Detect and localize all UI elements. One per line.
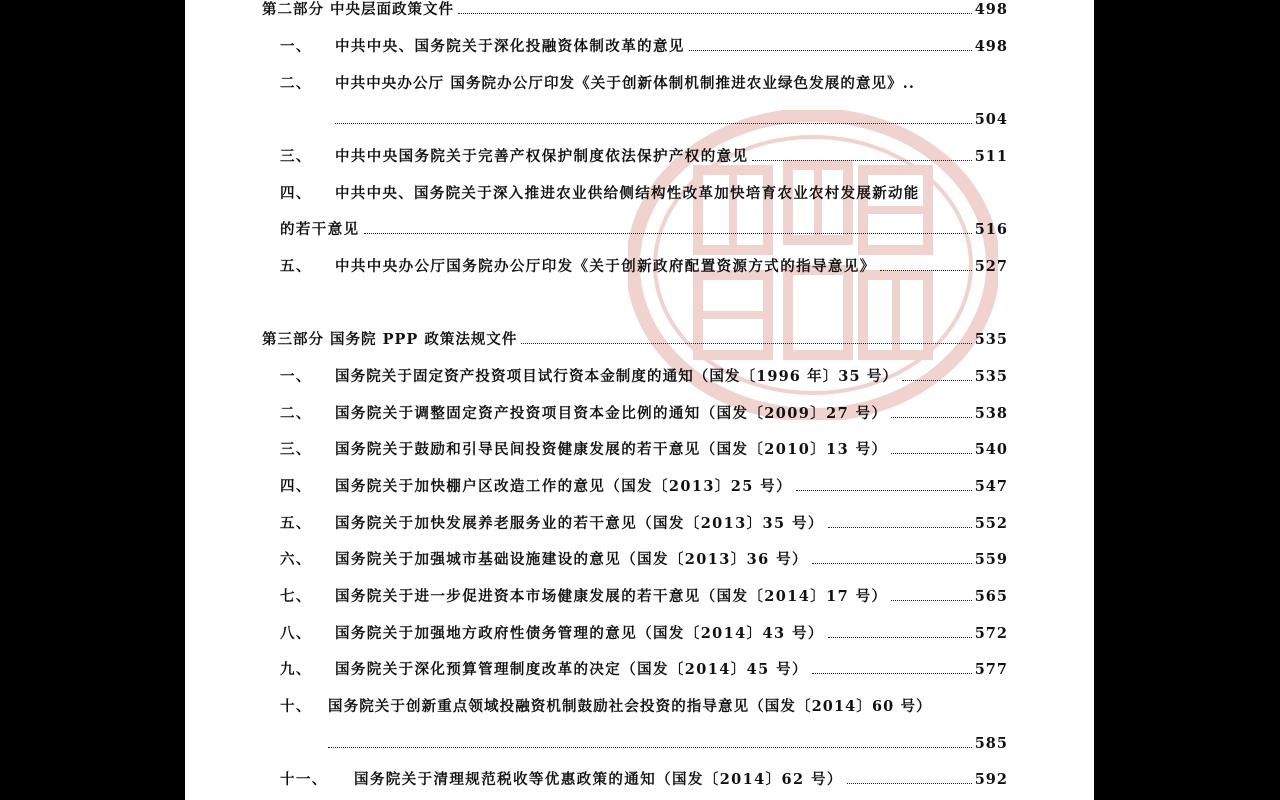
page-number: 511 bbox=[974, 148, 1008, 165]
dot-leader bbox=[689, 49, 972, 51]
entry-title: 国务院关于加强城市基础设施建设的意见（国发〔2013〕36 号） bbox=[335, 551, 808, 568]
page-number: 565 bbox=[974, 588, 1008, 605]
toc-entry[interactable] bbox=[280, 403, 1008, 425]
page-number: 540 bbox=[974, 441, 1008, 458]
entry-number: 八、 bbox=[280, 625, 312, 642]
page-number: 547 bbox=[974, 478, 1008, 495]
dot-leader bbox=[828, 526, 972, 528]
dot-leader bbox=[364, 232, 972, 234]
dot-leader bbox=[521, 342, 971, 344]
page-number: 577 bbox=[974, 661, 1008, 678]
entry-number: 四、 bbox=[280, 478, 312, 495]
toc-entry[interactable] bbox=[280, 439, 1008, 461]
entry-number: 三、 bbox=[280, 441, 312, 458]
toc-entry-continuation[interactable] bbox=[335, 109, 1008, 131]
toc-entry[interactable] bbox=[280, 769, 1008, 791]
entry-title: 国务院关于创新重点领域投融资机制鼓励社会投资的指导意见（国发〔2014〕60 号） bbox=[328, 698, 932, 715]
section-title: 第二部分 中央层面政策文件 bbox=[262, 1, 455, 18]
entry-number: 三、 bbox=[280, 148, 312, 165]
entry-number: 二、 bbox=[280, 405, 312, 422]
entry-title: 国务院关于进一步促进资本市场健康发展的若干意见（国发〔2014〕17 号） bbox=[335, 588, 888, 605]
entry-number: 六、 bbox=[280, 551, 312, 568]
toc-entry[interactable] bbox=[280, 366, 1008, 388]
page-number: 592 bbox=[974, 771, 1008, 788]
entry-title: 国务院关于加强地方政府性债务管理的意见（国发〔2014〕43 号） bbox=[335, 625, 824, 642]
entry-title-continuation: 的若干意见 bbox=[280, 221, 360, 238]
entry-title: 国务院关于清理规范税收等优惠政策的通知（国发〔2014〕62 号） bbox=[354, 771, 843, 788]
entry-number: 一、 bbox=[280, 38, 312, 55]
entry-title: 中共中央、国务院关于深化投融资体制改革的意见 bbox=[335, 38, 685, 55]
entry-title: 国务院关于深化预算管理制度改革的决定（国发〔2014〕45 号） bbox=[335, 661, 808, 678]
page-number: 527 bbox=[974, 258, 1008, 275]
document-page bbox=[185, 0, 1094, 800]
dot-leader bbox=[891, 416, 971, 418]
toc-entry[interactable] bbox=[280, 36, 1008, 58]
entry-title: 国务院关于鼓励和引导民间投资健康发展的若干意见（国发〔2010〕13 号） bbox=[335, 441, 888, 458]
toc-entry[interactable] bbox=[280, 476, 1008, 498]
entry-number: 一、 bbox=[280, 368, 312, 385]
toc-entry[interactable] bbox=[280, 183, 1008, 205]
toc-entry[interactable] bbox=[280, 513, 1008, 535]
page-number: 572 bbox=[974, 625, 1008, 642]
entry-number: 十一、 bbox=[280, 771, 328, 788]
entry-title: 中共中央办公厅国务院办公厅印发《关于创新政府配置资源方式的指导意见》 bbox=[335, 258, 876, 275]
dot-leader bbox=[335, 122, 972, 124]
dot-leader bbox=[796, 489, 972, 491]
dot-leader bbox=[828, 636, 972, 638]
entry-title: 国务院关于调整固定资产投资项目资本金比例的通知（国发〔2009〕27 号） bbox=[335, 405, 888, 422]
page-number: 552 bbox=[974, 515, 1008, 532]
toc-entry[interactable] bbox=[280, 623, 1008, 645]
entry-title: 中共中央办公厅 国务院办公厅印发《关于创新体制机制推进农业绿色发展的意见》.. bbox=[335, 75, 916, 92]
toc-entry[interactable] bbox=[280, 696, 1008, 718]
toc-section-heading[interactable] bbox=[262, 329, 1008, 351]
dot-leader bbox=[458, 12, 972, 14]
page-number: 498 bbox=[974, 1, 1008, 18]
dot-leader bbox=[328, 746, 972, 748]
page-number: 535 bbox=[974, 368, 1008, 385]
page-number: 559 bbox=[974, 551, 1008, 568]
entry-title: 国务院关于加快棚户区改造工作的意见（国发〔2013〕25 号） bbox=[335, 478, 792, 495]
toc-entry-continuation[interactable] bbox=[280, 219, 1008, 241]
dot-leader bbox=[752, 159, 971, 161]
toc-entry[interactable] bbox=[280, 659, 1008, 681]
dot-leader bbox=[847, 782, 972, 784]
entry-number: 九、 bbox=[280, 661, 312, 678]
toc-entry[interactable] bbox=[280, 586, 1008, 608]
dot-leader bbox=[891, 599, 971, 601]
page-number: 516 bbox=[974, 221, 1008, 238]
page-number: 585 bbox=[974, 735, 1008, 752]
toc-entry[interactable] bbox=[280, 256, 1008, 278]
section-title: 第三部分 国务院 PPP 政策法规文件 bbox=[262, 331, 518, 348]
page-number: 538 bbox=[974, 405, 1008, 422]
dot-leader bbox=[891, 452, 971, 454]
toc-entry[interactable] bbox=[280, 549, 1008, 571]
dot-leader bbox=[812, 672, 972, 674]
toc-section-heading[interactable] bbox=[262, 0, 1008, 21]
toc-entry[interactable] bbox=[280, 73, 1008, 95]
dot-leader bbox=[880, 269, 972, 271]
toc-entry-continuation[interactable] bbox=[328, 733, 1008, 755]
entry-title: 中共中央国务院关于完善产权保护制度依法保护产权的意见 bbox=[335, 148, 749, 165]
dot-leader bbox=[812, 562, 972, 564]
page-number: 498 bbox=[974, 38, 1008, 55]
dot-leader bbox=[902, 379, 972, 381]
page-number: 504 bbox=[974, 111, 1008, 128]
entry-number: 五、 bbox=[280, 515, 312, 532]
entry-number: 二、 bbox=[280, 75, 312, 92]
entry-number: 十、 bbox=[280, 698, 312, 715]
entry-title: 国务院关于加快发展养老服务业的若干意见（国发〔2013〕35 号） bbox=[335, 515, 824, 532]
entry-title: 国务院关于固定资产投资项目试行资本金制度的通知（国发〔1996 年〕35 号） bbox=[335, 368, 899, 385]
page-number: 535 bbox=[974, 331, 1008, 348]
entry-title: 中共中央、国务院关于深入推进农业供给侧结构性改革加快培育农业农村发展新动能 bbox=[335, 185, 920, 202]
entry-number: 四、 bbox=[280, 185, 312, 202]
entry-number: 七、 bbox=[280, 588, 312, 605]
toc-entry[interactable] bbox=[280, 146, 1008, 168]
entry-number: 五、 bbox=[280, 258, 312, 275]
